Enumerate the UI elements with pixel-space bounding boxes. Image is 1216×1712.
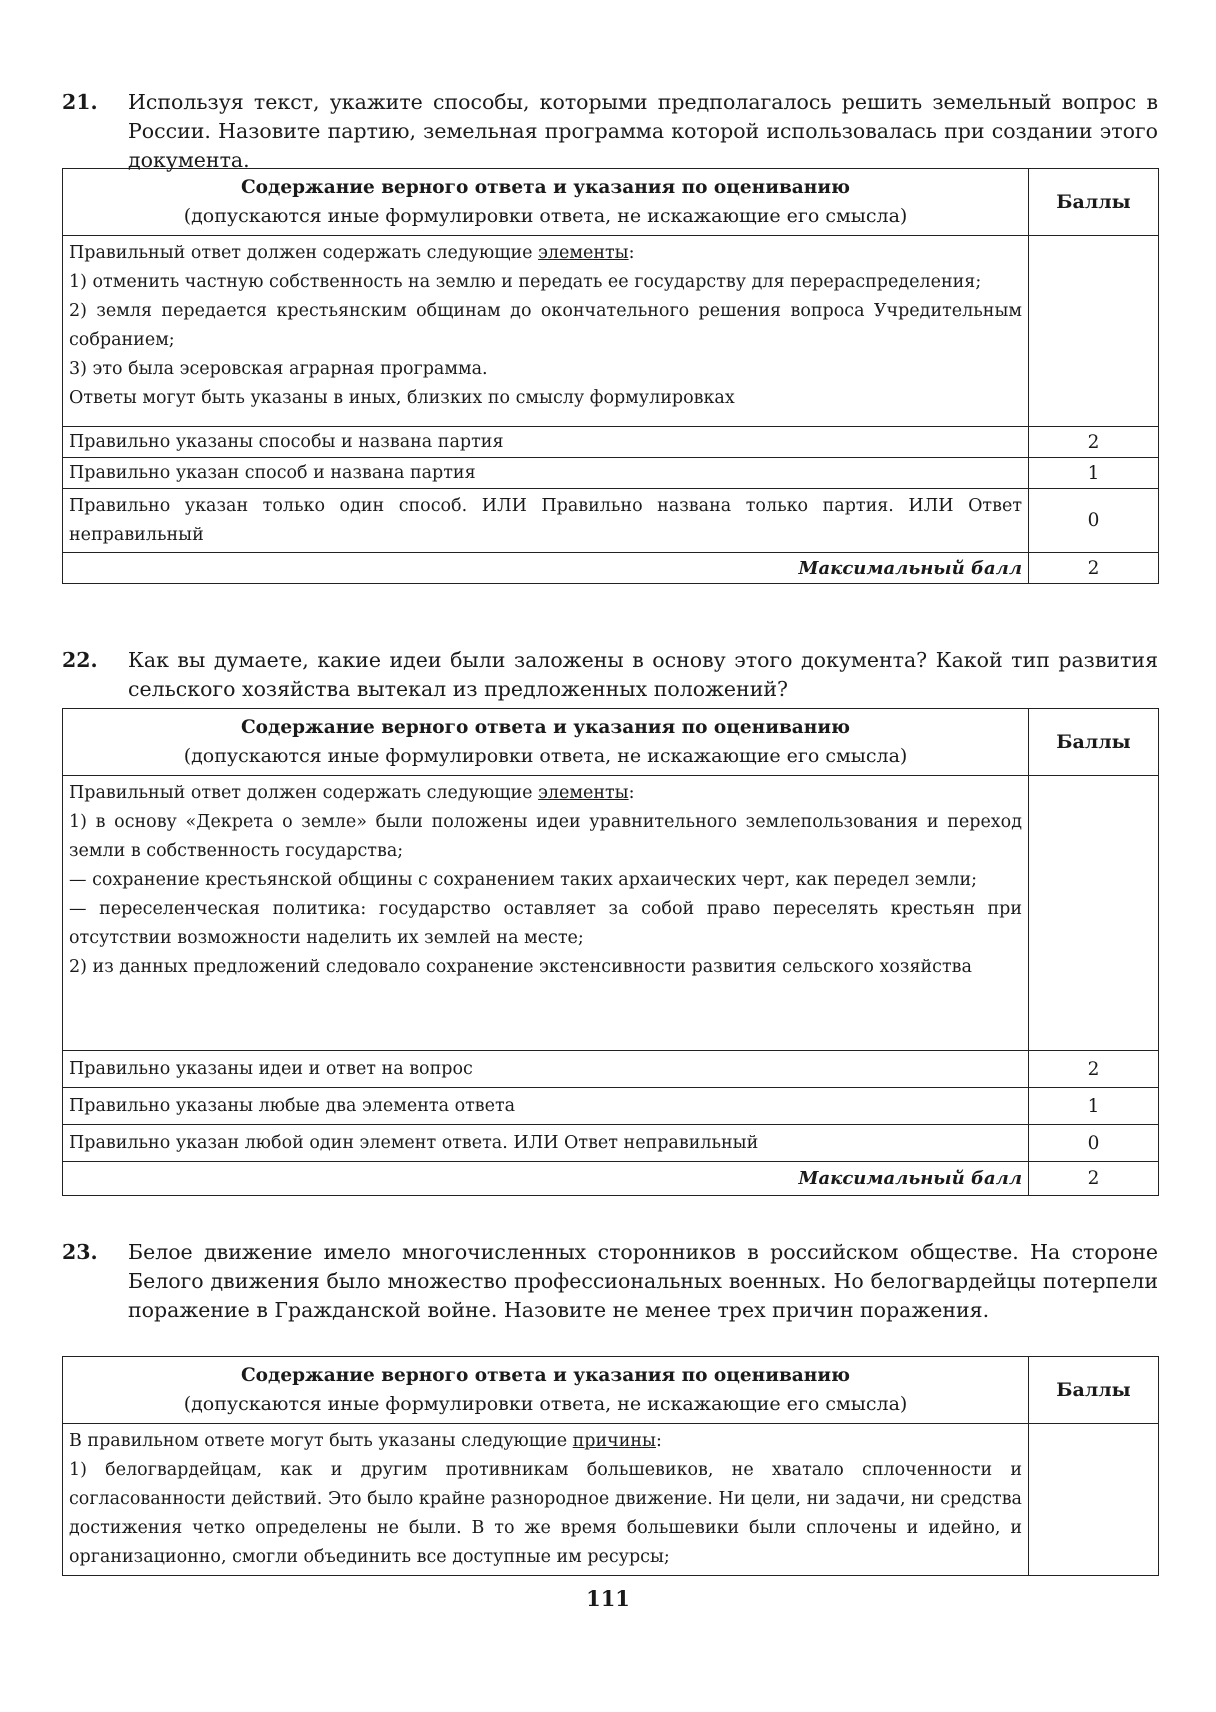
criterion-score: 2 — [1029, 1051, 1159, 1088]
header-note: (допускаются иные формулировки ответа, не искажающие его смысла) — [183, 205, 908, 227]
header-note: (допускаются иные формулировки ответа, не искажающие его смысла) — [183, 1393, 908, 1415]
max-score-value: 2 — [1029, 1162, 1159, 1196]
question-text: Как вы думаете, какие идеи были заложены в основу этого документа? Какой тип развития сельского хозяйства вытекал из предложенных положений? — [128, 648, 1158, 701]
criterion-text: Правильно указан только один способ. ИЛИ Правильно названа только партия. ИЛИ Ответ неправильный — [63, 489, 1029, 553]
question-21 — [62, 88, 1158, 175]
criterion-text: Правильно указан любой один элемент ответа. ИЛИ Ответ неправильный — [63, 1125, 1029, 1162]
question-number: 21. — [62, 90, 98, 114]
header-title: Содержание верного ответа и указания по оцениванию — [240, 1365, 851, 1386]
answer-item: 3) это была эсеровская аграрная программа. — [69, 359, 488, 379]
question-text: Белое движение имело многочисленных сторонников в российском обществе. На стороне Белого движения было множество профессиональных военных. Но белогвардейцы потерпели поражение в Гражданской войне. Назовите не менее трех причин поражения. — [128, 1240, 1158, 1322]
table-header — [63, 709, 1029, 776]
max-score-value: 2 — [1029, 553, 1159, 584]
header-note: (допускаются иные формулировки ответа, не искажающие его смысла) — [183, 745, 908, 767]
header-scores: Баллы — [1029, 169, 1159, 236]
empty-score-cell — [1029, 1424, 1159, 1576]
criteria-table-22 — [62, 708, 1159, 1196]
question-text: Используя текст, укажите способы, которыми предполагалось решить земельный вопрос в России. Назовите партию, земельная программа которой использовалась при создании этого документа. — [128, 90, 1158, 172]
question-number: 23. — [62, 1240, 98, 1264]
header-title: Содержание верного ответа и указания по оцениванию — [240, 717, 851, 738]
criterion-text: Правильно указаны способы и названа партия — [63, 427, 1029, 458]
header-title: Содержание верного ответа и указания по оцениванию — [240, 177, 851, 198]
max-score-label: Максимальный балл — [63, 553, 1029, 584]
answer-item: 1) отменить частную собственность на землю и передать ее государству для перераспределения; — [69, 272, 982, 292]
max-score-label: Максимальный балл — [63, 1162, 1029, 1196]
answer-item: 1) в основу «Декрета о земле» были положены идеи уравнительного землепользования и переход земли в собственность государства; — [69, 812, 1022, 861]
criterion-score: 1 — [1029, 1088, 1159, 1125]
empty-score-cell — [1029, 236, 1159, 427]
question-number: 22. — [62, 648, 98, 672]
criterion-score: 2 — [1029, 427, 1159, 458]
answer-content — [63, 236, 1029, 427]
answer-item: Ответы могут быть указаны в иных, близких по смыслу формулировках — [69, 388, 735, 408]
question-23 — [62, 1238, 1158, 1325]
table-header — [63, 1357, 1029, 1424]
answer-intro: В правильном ответе могут быть указаны следующие причины: — [69, 1431, 662, 1451]
criterion-score: 0 — [1029, 1125, 1159, 1162]
criterion-text: Правильно указаны идеи и ответ на вопрос — [63, 1051, 1029, 1088]
criteria-table-23 — [62, 1356, 1159, 1576]
table-header — [63, 169, 1029, 236]
answer-item: 2) земля передается крестьянским общинам до окончательного решения вопроса Учредительным собранием; — [69, 301, 1022, 350]
empty-score-cell — [1029, 776, 1159, 1051]
criteria-table-21 — [62, 168, 1159, 584]
header-scores: Баллы — [1029, 1357, 1159, 1424]
answer-content — [63, 776, 1029, 1051]
criterion-score: 1 — [1029, 458, 1159, 489]
answer-intro: Правильный ответ должен содержать следующие элементы: — [69, 243, 635, 263]
answer-item: 2) из данных предложений следовало сохранение экстенсивности развития сельского хозяйства — [69, 957, 972, 977]
answer-content — [63, 1424, 1029, 1576]
criterion-text: Правильно указаны любые два элемента ответа — [63, 1088, 1029, 1125]
header-scores: Баллы — [1029, 709, 1159, 776]
answer-item: — сохранение крестьянской общины с сохранением таких архаических черт, как передел земли; — [69, 870, 978, 890]
answer-intro: Правильный ответ должен содержать следующие элементы: — [69, 783, 635, 803]
question-22 — [62, 646, 1158, 704]
criterion-score: 0 — [1029, 489, 1159, 553]
criterion-text: Правильно указан способ и названа партия — [63, 458, 1029, 489]
answer-item: 1) белогвардейцам, как и другим противникам большевиков, не хватало сплоченности и согласованности действий. Это было крайне разнородное движение. Ни цели, ни задачи, ни средства достижения четко определены не были. В то же время большевики были сплочены и идейно, и организационно, смогли объединить все доступные им ресурсы; — [69, 1460, 1022, 1567]
page-number: 111 — [586, 1586, 630, 1611]
answer-item: — переселенческая политика: государство оставляет за собой право переселять крестьян при отсутствии возможности наделить их землей на месте; — [69, 899, 1022, 948]
